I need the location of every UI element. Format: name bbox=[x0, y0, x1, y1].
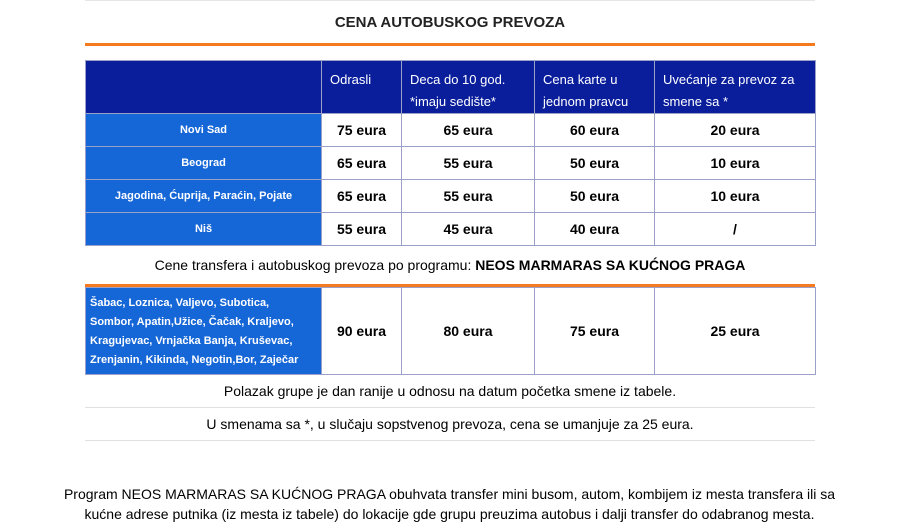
departure-note: Polazak grupe je dan ranije u odnosu na datum početka smene iz tabele. bbox=[85, 375, 815, 408]
table-row bbox=[86, 147, 816, 180]
top-divider bbox=[85, 0, 815, 7]
extra-price: 10 eura bbox=[655, 180, 816, 213]
oneway-price: 60 eura bbox=[535, 114, 655, 147]
extra-price: 20 eura bbox=[655, 114, 816, 147]
child-price: 55 eura bbox=[402, 180, 535, 213]
oneway-price: 40 eura bbox=[535, 213, 655, 246]
header-oneway: Cena karte u jednom pravcu bbox=[535, 61, 655, 114]
child-price: 45 eura bbox=[402, 213, 535, 246]
city-cell: Jagodina, Ćuprija, Paraćin, Pojate bbox=[86, 180, 322, 213]
price-table bbox=[85, 60, 816, 246]
transfer-table bbox=[85, 287, 816, 375]
table-row bbox=[86, 180, 816, 213]
own-transport-note: U smenama sa *, u slučaju sopstvenog prevoza, cena se umanjuje za 25 eura. bbox=[85, 408, 815, 441]
header-corner bbox=[86, 61, 322, 114]
transfer-program-name: NEOS MARMARAS SA KUĆNOG PRAGA bbox=[475, 257, 746, 273]
price-section bbox=[85, 0, 815, 441]
adult-price: 55 eura bbox=[322, 213, 402, 246]
adult-price: 75 eura bbox=[322, 114, 402, 147]
child-price: 55 eura bbox=[402, 147, 535, 180]
program-description: Program NEOS MARMARAS SA KUĆNOG PRAGA obuhvata transfer mini busom, autom, kombijem iz mesta transfera ili sa kućne adrese putnika (iz mesta iz tabele) do lokacije gde grupu preuzima autobus i dalji transfer do odabranog mesta. bbox=[63, 486, 836, 522]
oneway-price: 50 eura bbox=[535, 180, 655, 213]
header-adults: Odrasli bbox=[322, 61, 402, 114]
city-cell: Niš bbox=[86, 213, 322, 246]
table-row bbox=[86, 114, 816, 147]
extra-price: 25 eura bbox=[655, 288, 816, 375]
table-row bbox=[86, 213, 816, 246]
adult-price: 65 eura bbox=[322, 180, 402, 213]
adult-price: 65 eura bbox=[322, 147, 402, 180]
transfer-title: Cene transfera i autobuskog prevoza po programu: NEOS MARMARAS SA KUĆNOG PRAGA bbox=[154, 257, 746, 273]
header-children: Deca do 10 god. *imaju sedište* bbox=[402, 61, 535, 114]
extra-price: 10 eura bbox=[655, 147, 816, 180]
table-header-row bbox=[86, 61, 816, 114]
child-price: 65 eura bbox=[402, 114, 535, 147]
adult-price: 90 eura bbox=[322, 288, 402, 375]
page-title: CENA AUTOBUSKOG PREVOZA bbox=[334, 14, 566, 31]
transfer-cities-cell: Šabac, Loznica, Valjevo, Subotica, Sombor, Apatin,Užice, Čačak, Kraljevo, Kragujevac, Vrnjačka Banja, Kruševac, Zrenjanin, Kikinda, Negotin,Bor, Zaječar bbox=[86, 288, 322, 375]
header-extra: Uvećanje za prevoz za smene sa * bbox=[655, 61, 816, 114]
city-cell: Beograd bbox=[86, 147, 322, 180]
city-cell: Novi Sad bbox=[86, 114, 322, 147]
child-price: 80 eura bbox=[402, 288, 535, 375]
oneway-price: 75 eura bbox=[535, 288, 655, 375]
table-row bbox=[86, 288, 816, 375]
extra-price: / bbox=[655, 213, 816, 246]
oneway-price: 50 eura bbox=[535, 147, 655, 180]
